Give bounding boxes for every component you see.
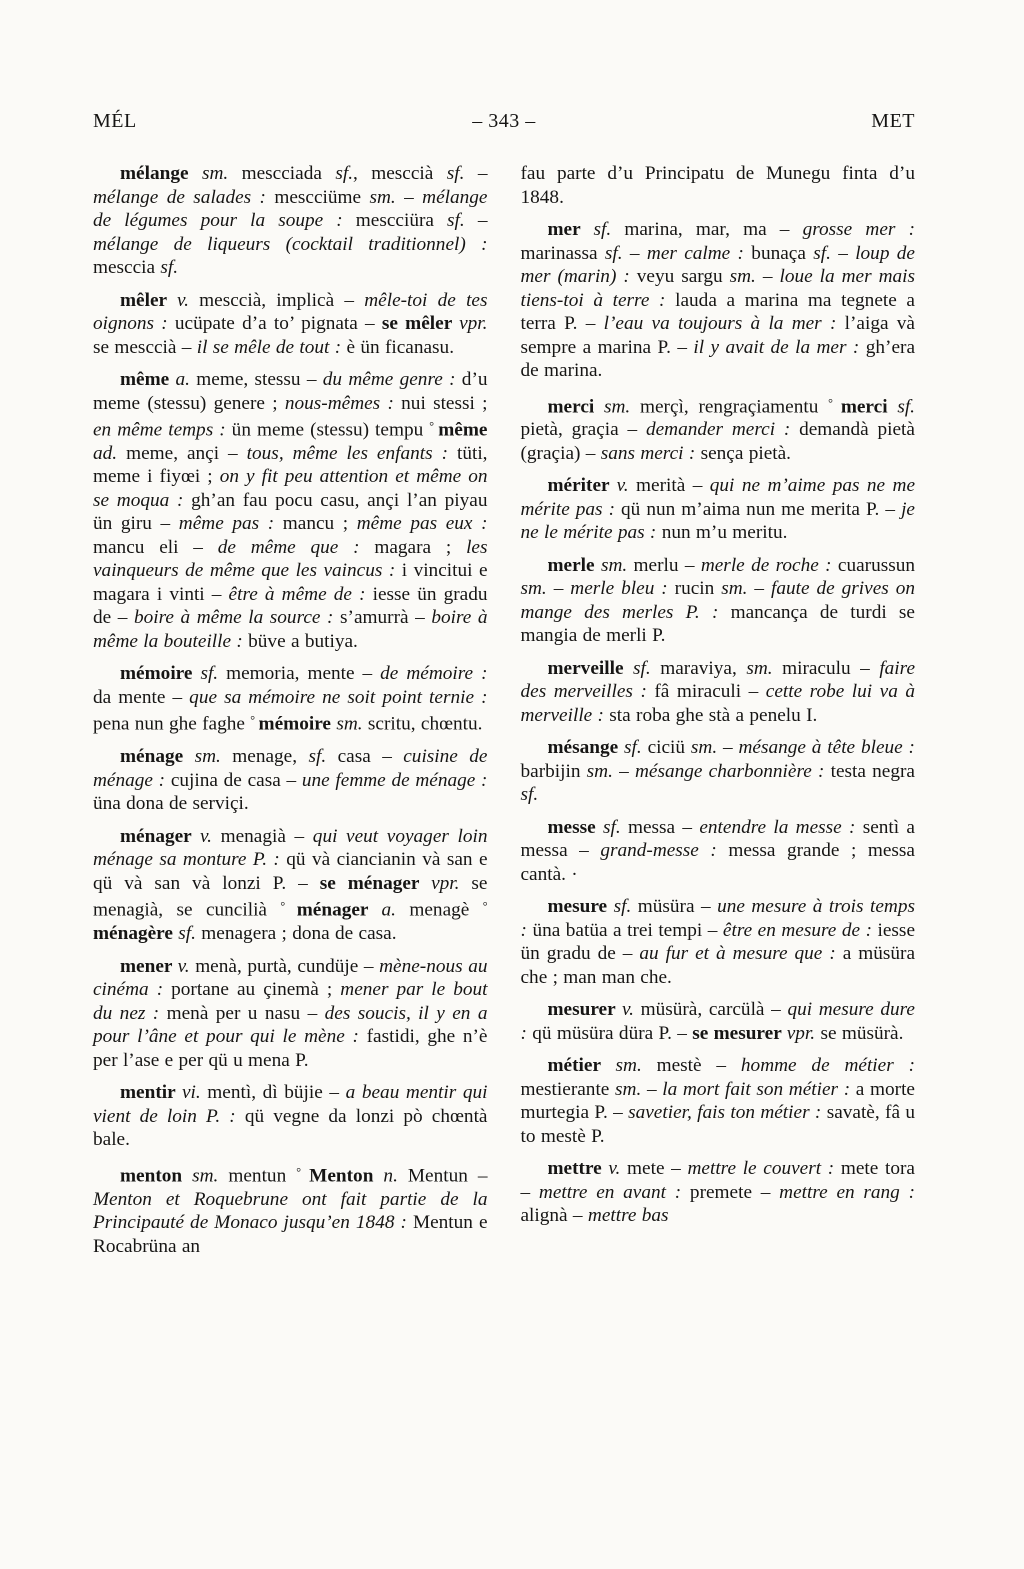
- italic-text: sf.: [178, 923, 202, 945]
- headword: se ménager: [319, 872, 432, 894]
- italic-text: sm.: [201, 163, 242, 184]
- entry-mer: [521, 218, 916, 383]
- page-header: [93, 110, 915, 133]
- italic-text: sans merci :: [600, 442, 701, 464]
- italic-text: mène-nous au cinéma :: [93, 955, 488, 1001]
- roman-text: se müsürà.: [820, 1022, 904, 1044]
- roman-text: bunaça: [751, 242, 814, 264]
- italic-text: v.: [177, 955, 196, 977]
- italic-text: mésange à tête bleue :: [738, 737, 915, 759]
- italic-text: ad.: [93, 442, 127, 464]
- italic-text: faire des merveilles :: [520, 657, 916, 703]
- headword: ménage: [120, 746, 195, 768]
- italic-text: sm.: [600, 554, 634, 576]
- roman-text: –: [838, 242, 856, 264]
- roman-text: mete –: [627, 1158, 688, 1180]
- roman-text: se menagià, se cuncilià: [93, 872, 488, 921]
- italic-text: a.: [381, 899, 410, 921]
- headword: mener: [120, 955, 178, 977]
- roman-text: demandà pietà (graçia) –: [520, 419, 915, 464]
- italic-text: mêle-toi de tes oignons :: [93, 289, 488, 334]
- headword: mélange: [120, 163, 202, 184]
- entry-marker: °: [828, 395, 841, 410]
- roman-text: gh’era de marina.: [520, 336, 916, 381]
- roman-text: –: [762, 266, 780, 287]
- roman-text: lauda a marina ma tegnete a terra P. –: [520, 289, 915, 334]
- headword: merci: [840, 395, 898, 417]
- italic-text: sm.: [615, 1078, 647, 1100]
- roman-text: ün meme (stessu) tempu: [231, 419, 430, 441]
- italic-text: sm.: [690, 737, 723, 759]
- italic-text: sf.: [200, 663, 227, 685]
- italic-text: sf.: [520, 784, 539, 806]
- italic-text: sm.: [604, 395, 640, 417]
- roman-text: fastidi, ghe n’è per l’ase e per qü u mena P.: [93, 1026, 488, 1071]
- roman-text: –: [722, 737, 739, 759]
- roman-text: merità –: [636, 475, 710, 497]
- italic-text: v.: [616, 475, 637, 497]
- roman-text: –: [629, 242, 647, 264]
- roman-text: büve a butiya.: [248, 630, 358, 652]
- roman-text: casa –: [337, 746, 404, 768]
- roman-text: è ün ficanasu.: [346, 336, 455, 358]
- italic-text: boire à même la source :: [133, 607, 341, 629]
- entry-melange: [93, 162, 488, 280]
- italic-text: sm.: [369, 186, 405, 208]
- roman-text: cujina de casa –: [170, 769, 302, 791]
- roman-text: merlu –: [633, 554, 701, 576]
- headword: mettre: [547, 1158, 609, 1180]
- column-2: [521, 162, 916, 1267]
- italic-text: loue la mer mais tiens-toi à terre :: [520, 266, 915, 311]
- headword: mériter: [547, 475, 617, 497]
- italic-text: en même temps :: [93, 419, 232, 441]
- roman-text: maraviya,: [660, 657, 747, 679]
- roman-text: pietà, graçia –: [520, 419, 646, 441]
- entry-meler: [93, 289, 488, 360]
- entry-menton: [93, 1161, 488, 1258]
- roman-text: qü nun m’aima nun me merita P. –: [621, 498, 902, 520]
- roman-text: qü và ciancianin và san e qü và san và lonzi P. –: [93, 849, 488, 894]
- roman-text: l’aiga và sempre a marina P. –: [520, 313, 915, 358]
- italic-text: vpr.: [786, 1022, 821, 1044]
- roman-text: iesse ün gradu de –: [93, 583, 488, 629]
- headword: même: [120, 369, 176, 390]
- italic-text: n.: [383, 1165, 408, 1186]
- roman-text: menagè: [409, 899, 483, 921]
- italic-text: v.: [621, 999, 641, 1021]
- headword: mémoire: [120, 663, 201, 685]
- italic-text: mettre en avant :: [538, 1181, 690, 1203]
- roman-text: –: [477, 210, 488, 231]
- roman-text: mesccia: [93, 257, 161, 278]
- roman-text: rucin: [674, 578, 722, 600]
- roman-text: portane au çinemà ;: [171, 979, 341, 1001]
- roman-text: cuarussun: [837, 554, 915, 576]
- entry-mentir: [93, 1081, 488, 1152]
- roman-text: messa grande ; messa cantà. ·: [520, 840, 915, 885]
- italic-text: une mesure à trois temps :: [520, 896, 915, 941]
- roman-text: magara ;: [374, 536, 467, 558]
- italic-text: même pas eux :: [356, 513, 488, 535]
- headword: messe: [547, 816, 603, 838]
- entry-mettre: [521, 1157, 916, 1228]
- roman-text: qü müsüra düra P. –: [532, 1022, 693, 1044]
- headword: menton: [120, 1165, 193, 1186]
- italic-text: sf.: [447, 210, 478, 231]
- roman-text: mancu eli –: [93, 536, 218, 558]
- italic-text: mettre le couvert :: [687, 1158, 841, 1180]
- headword: ménagère: [93, 923, 179, 945]
- roman-text: s’amurrà –: [340, 607, 432, 629]
- headword: se mesurer: [692, 1022, 787, 1044]
- roman-text: –: [754, 578, 772, 600]
- entry-mener: [93, 955, 488, 1073]
- italic-text: merle de roche :: [700, 554, 838, 576]
- roman-text: –: [646, 1078, 663, 1100]
- italic-text: mettre en rang :: [779, 1181, 915, 1203]
- italic-text: mélange de légumes pour la soupe :: [93, 186, 488, 231]
- italic-text: vi.: [181, 1082, 208, 1104]
- roman-text: fau parte d’u Principatu de Munegu finta d’u 1848.: [520, 163, 915, 208]
- roman-text: mete tora –: [520, 1158, 915, 1203]
- roman-text: , mesccià: [353, 163, 447, 184]
- roman-text: meme, stessu –: [196, 369, 323, 390]
- entry-merci: [521, 392, 916, 466]
- headword: merle: [547, 554, 601, 576]
- headword: même: [438, 419, 488, 441]
- italic-text: entendre la messe :: [699, 816, 863, 838]
- roman-text: miraculu –: [782, 657, 880, 679]
- italic-text: sf.: [613, 896, 638, 918]
- roman-text: Mentun e Rocabrüna an: [93, 1212, 488, 1257]
- italic-text: qui veut voyager loin ménage sa monture P. :: [93, 825, 488, 871]
- italic-text: sf.: [160, 257, 179, 278]
- entry-merveille: [521, 657, 916, 728]
- italic-text: mélange de liqueurs (cocktail traditionnel) :: [93, 233, 488, 255]
- roman-text: menagià –: [220, 825, 313, 847]
- italic-text: sm.: [615, 1055, 657, 1077]
- roman-text: pena nun ghe faghe: [93, 713, 251, 735]
- roman-text: messa –: [627, 816, 700, 838]
- headword: mentir: [120, 1082, 182, 1104]
- italic-text: sf.: [335, 163, 354, 184]
- italic-text: de mémoire :: [380, 663, 488, 685]
- italic-text: demander merci :: [645, 419, 800, 441]
- roman-text: tüti, meme i fiyœi ;: [93, 442, 488, 488]
- italic-text: grosse mer :: [802, 219, 915, 240]
- roman-text: mesccià, implicà –: [199, 289, 365, 311]
- entry-marker: °: [250, 713, 259, 728]
- italic-text: les vainqueurs de même que les vaincus :: [93, 536, 488, 582]
- italic-text: mélange de salades :: [93, 186, 275, 208]
- italic-text: qui ne m’aime pas ne me mérite pas :: [520, 475, 915, 520]
- italic-text: des soucis, il y en a pour l’âne et pour qui le mène :: [93, 1002, 488, 1048]
- roman-text: –: [404, 186, 423, 208]
- italic-text: la mort fait son métier :: [662, 1078, 856, 1100]
- italic-text: sf.: [624, 737, 648, 759]
- entry-marker: °: [482, 899, 488, 914]
- roman-text: barbijin: [520, 760, 587, 782]
- header-guide-word-left: MÉL: [93, 110, 137, 132]
- roman-text: nui stessi ;: [401, 392, 488, 414]
- italic-text: sf.: [446, 163, 478, 184]
- roman-text: nun m’u meritu.: [661, 522, 788, 544]
- italic-text: v.: [200, 825, 221, 847]
- headword: mémoire: [258, 713, 337, 735]
- roman-text: sta roba ghe stà a penelu I.: [609, 704, 818, 726]
- roman-text: menà per u nasu –: [166, 1002, 325, 1024]
- italic-text: mer calme :: [646, 242, 752, 264]
- roman-text: fâ miraculi –: [654, 681, 766, 703]
- roman-text: sença pietà.: [700, 442, 792, 464]
- italic-text: même pas :: [178, 513, 283, 535]
- headword: mesure: [547, 896, 614, 918]
- roman-text: mestè –: [656, 1055, 741, 1077]
- italic-text: sf.: [308, 746, 338, 768]
- roman-text: üna dona de serviçi.: [93, 793, 249, 815]
- italic-text: sf.: [633, 657, 661, 679]
- italic-text: Menton et Roquebrune ont fait partie de la Principauté de Monaco jusqu’en 1848 :: [93, 1188, 488, 1233]
- italic-text: savetier, fais ton métier :: [628, 1102, 827, 1124]
- roman-text: sentì a messa –: [520, 816, 915, 862]
- italic-text: sm.: [192, 1165, 229, 1186]
- italic-text: merle bleu :: [570, 578, 675, 600]
- roman-text: meme, ançi –: [126, 442, 247, 464]
- italic-text: cette robe lui va à merveille :: [520, 681, 915, 726]
- italic-text: a.: [175, 369, 197, 390]
- headword: mer: [547, 219, 594, 240]
- roman-text: mescciüme: [274, 186, 370, 208]
- entry-metier: [521, 1054, 916, 1148]
- italic-text: que sa mémoire ne soit point ternie :: [189, 686, 488, 708]
- italic-text: mettre bas: [587, 1205, 669, 1227]
- header-guide-word-right: MET: [871, 110, 915, 132]
- italic-text: il se mêle de tout :: [196, 336, 347, 358]
- italic-text: grand-messe :: [600, 840, 729, 862]
- italic-text: je ne le mérite pas :: [520, 498, 915, 544]
- italic-text: qui mesure dure :: [520, 999, 915, 1044]
- roman-text: d’u meme (stessu) genere ;: [93, 369, 488, 414]
- roman-text: –: [619, 760, 635, 782]
- italic-text: mener par le bout du nez :: [93, 979, 488, 1024]
- italic-text: tous, même les enfants :: [246, 442, 457, 464]
- roman-text: ucüpate d’a to’ pignata –: [174, 313, 382, 334]
- entry-mesange: [521, 736, 916, 807]
- roman-text: iesse ün gradu de –: [520, 919, 915, 965]
- italic-text: sm.: [194, 746, 233, 768]
- italic-text: sm.: [729, 266, 763, 287]
- italic-text: l’eau va toujours à la mer :: [603, 313, 845, 334]
- italic-text: sf.: [602, 816, 628, 838]
- entry-menager: [93, 825, 488, 946]
- headword: se mêler: [381, 313, 460, 334]
- italic-text: être en mesure de :: [722, 919, 878, 941]
- italic-text: vpr.: [459, 313, 488, 334]
- italic-text: vpr.: [431, 872, 472, 894]
- roman-text: scritu, chœntu.: [367, 713, 483, 735]
- roman-text: menage,: [232, 746, 309, 768]
- headword: merci: [547, 395, 604, 417]
- headword: Menton: [309, 1165, 384, 1186]
- roman-text: üna batüa a trei tempi –: [532, 919, 723, 941]
- italic-text: on y fit peu attention et même on se moqua :: [93, 466, 488, 511]
- roman-text: –: [477, 163, 488, 184]
- italic-text: loup de mer (marin) :: [520, 242, 915, 287]
- italic-text: il y avait de la mer :: [693, 336, 866, 358]
- entry-menton-continuation: [521, 162, 916, 209]
- roman-text: premete –: [689, 1181, 780, 1203]
- roman-text: se mesccià –: [93, 336, 197, 358]
- roman-text: i vincitui e magara i vinti –: [93, 560, 488, 605]
- entry-memoire: [93, 662, 488, 736]
- italic-text: sm.: [586, 760, 620, 782]
- roman-text: marina, mar, ma –: [624, 219, 803, 240]
- roman-text: ciciü: [647, 737, 691, 759]
- italic-text: une femme de ménage :: [301, 769, 488, 791]
- roman-text: a morte murtegia P. –: [520, 1078, 915, 1124]
- roman-text: mentun: [228, 1165, 297, 1186]
- roman-text: alignà –: [520, 1205, 588, 1227]
- roman-text: müsürà, carcülà –: [640, 999, 788, 1021]
- roman-text: menà, purtà, cundüje –: [195, 955, 380, 977]
- text-columns: [93, 162, 915, 1267]
- entry-meriter: [521, 474, 916, 545]
- roman-text: da mente –: [93, 686, 190, 708]
- italic-text: sf.: [813, 242, 839, 264]
- italic-text: sm.: [336, 713, 368, 735]
- roman-text: merçì, rengraçiamentu: [640, 395, 829, 417]
- italic-text: faute de grives on mange des merles P. :: [520, 578, 916, 623]
- entry-menage: [93, 745, 488, 816]
- headword: ménager: [296, 899, 382, 921]
- italic-text: mésange charbonnière :: [634, 760, 831, 782]
- column-1: [93, 162, 488, 1267]
- entry-meme: [93, 368, 488, 653]
- entry-marker: °: [429, 419, 439, 433]
- header-page-number: – 343 –: [472, 110, 536, 132]
- roman-text: mestierante: [520, 1078, 616, 1100]
- roman-text: mescciada: [241, 163, 336, 184]
- italic-text: du même genre :: [322, 369, 462, 390]
- roman-text: menagera ; dona de casa.: [201, 923, 397, 945]
- headword: mésange: [547, 737, 625, 759]
- roman-text: gh’an fau pocu casu, ançi l’an piyau ün giru –: [93, 489, 488, 535]
- roman-text: mentì, dì büjie –: [207, 1082, 346, 1104]
- italic-text: au fur et à mesure que :: [639, 943, 843, 965]
- roman-text: testa negra: [830, 760, 915, 782]
- roman-text: mescciüra: [355, 210, 448, 231]
- entry-merle: [521, 554, 916, 648]
- italic-text: être à même de :: [228, 583, 373, 605]
- roman-text: mancu ;: [282, 513, 357, 535]
- headword: merveille: [547, 657, 634, 679]
- entry-messe: [521, 816, 916, 887]
- headword: mesurer: [547, 999, 622, 1021]
- entry-mesure: [521, 895, 916, 989]
- roman-text: mancança de turdi se mangia de merli P.: [520, 601, 915, 647]
- italic-text: v.: [176, 289, 200, 311]
- italic-text: homme de métier :: [740, 1055, 915, 1077]
- headword: métier: [547, 1055, 616, 1077]
- italic-text: sf.: [897, 395, 915, 417]
- italic-text: a beau mentir qui vient de loin P. :: [93, 1082, 488, 1127]
- italic-text: sm.: [746, 657, 783, 679]
- roman-text: savatè, fâ u to mestè P.: [520, 1102, 915, 1147]
- italic-text: sf.: [593, 219, 625, 240]
- entry-marker: °: [296, 1164, 310, 1179]
- roman-text: müsüra –: [637, 896, 718, 918]
- italic-text: sf.: [604, 242, 630, 264]
- italic-text: sm.: [520, 578, 554, 600]
- entry-marker: °: [280, 899, 297, 914]
- headword: ménager: [120, 825, 201, 847]
- italic-text: de même que :: [217, 536, 375, 558]
- roman-text: a müsüra che ; man man che.: [520, 943, 916, 988]
- italic-text: v.: [608, 1158, 628, 1180]
- headword: mêler: [120, 289, 177, 311]
- italic-text: boire à même la bouteille :: [93, 607, 488, 652]
- roman-text: marinassa: [520, 242, 605, 264]
- roman-text: veyu sargu: [636, 266, 730, 287]
- roman-text: –: [553, 578, 571, 600]
- italic-text: nous-mêmes :: [284, 392, 402, 414]
- italic-text: cuisine de ménage :: [93, 746, 488, 791]
- entry-mesurer: [521, 998, 916, 1045]
- roman-text: Mentun –: [407, 1165, 488, 1186]
- italic-text: sm.: [721, 578, 755, 600]
- roman-text: qü vegne da lonzi pò chœntà bale.: [93, 1105, 488, 1151]
- roman-text: memoria, mente –: [226, 663, 381, 685]
